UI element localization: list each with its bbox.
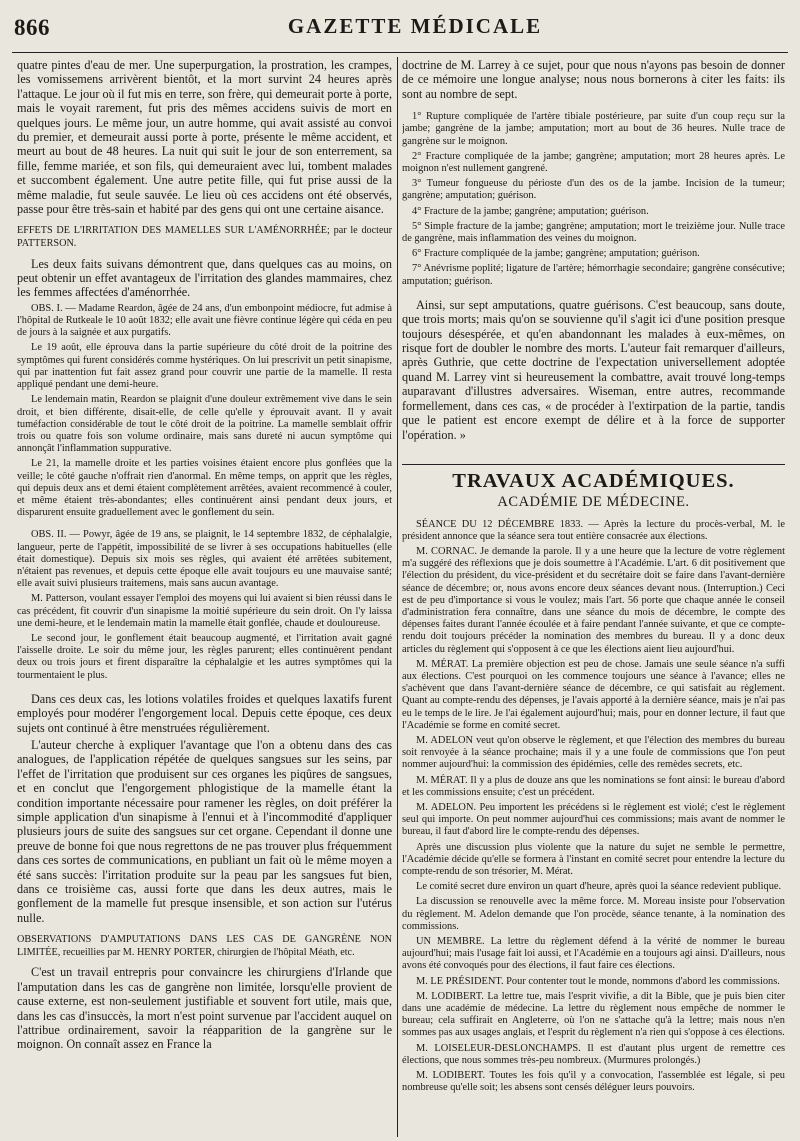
- session-paragraph: M. CORNAC. Je demande la parole. Il y a une heure que la lecture de votre règlement m'a suggéré des réflexions que je dois soumettre à l'Académie. L'art. 6 dit positivement que l'élection du président, du vice-président et du secrétaire doit se faire dans l'avant-dernière séance de décembre; or, nous avons encore deux séances devant nous. (Interruption.) Ceci est de peu d'importance si vous le voulez; mais l'art. 56 porte que chaque année le conseil d'administration fera connaître, dans une séance du mois de décembre, le compte des dépenses faites durant l'année écoulée et à faire pendant l'année suivante, et que ce compte-rendu doit toujours précéder la nomination des membres du bureau. Il y a donc deux articles du règlement qui s'opposent à ce que les élections aient lieu aujourd'hui.: [402, 545, 785, 655]
- session-paragraph: M. MÉRAT. La première objection est peu de chose. Jamais une seule séance n'a suffi aux élections. C'est pourquoi on les commence toujours une séance à l'avance; elles ne s'achèvent que dans l'avant-dernière séance de décembre, ce qui satisfait au règlement. Quant au compte-rendu des dépenses, je l'avais apporté à la dernière séance, mais je n'ai pas eu le temps de le lire. Je l'ai également aujourd'hui; mais, pour en donner lecture, il faut que l'Académie se forme en comité secret.: [402, 658, 785, 731]
- observation-paragraph: Le second jour, le gonflement était beaucoup augmenté, et l'irritation avait gagné l'aisselle droite. Le soir du même jour, les règles parurent; elles continuèrent pendant deux ou trois jours et firent disparaître la céphalalgie et les autres symptômes qui la tourmentaient le plus.: [17, 632, 392, 681]
- journal-title: GAZETTE MÉDICALE: [287, 13, 543, 38]
- list-item: 4° Fracture de la jambe; gangrène; amputation; guérison.: [412, 205, 649, 217]
- session-paragraph: La discussion se renouvelle avec la même force. M. Moreau insiste pour l'observation du règlement. M. Adelon demande que l'on procède, séance tenante, à la nomination des commissions.: [402, 896, 785, 932]
- page-number: 866: [14, 15, 50, 40]
- observation-paragraph: OBS. II. — Powyr, âgée de 19 ans, se plaignit, le 14 septembre 1832, de céphalalgie, langueur, perte de l'appétit, impossibilité de se livrer à ses occupations habituelles (elle était domestique). Depuis six mois ses règles, qui avaient été arrêtées subitement, n'étaient pas revenues, et depuis cette époque elle avait toujours eu une mauvaise santé; elle avait suivi plusieurs traitemens, mais sans aucun avantage.: [17, 529, 392, 590]
- article-title-porter: OBSERVATIONS D'AMPUTATIONS DANS LES CAS DE GANGRÈNE NON LIMITÉE, recueillies par M. HENRY PORTER, chirurgien de l'hôpital Méath, etc.: [17, 934, 392, 958]
- list-item: 2° Fracture compliquée de la jambe; gangrène; amputation; mort 28 heures après. Le moignon n'est nullement gangrené.: [402, 150, 785, 175]
- list-item: 6° Fracture compliquée de la jambe; gangrène; amputation; guérison.: [412, 248, 700, 260]
- left-column: [17, 58, 392, 1137]
- paragraph: Ainsi, sur sept amputations, quatre guérisons. C'est beaucoup, sans doute, que trois morts; mais qu'on se souvienne qu'il s'agit ici d'une position presque toujours désespérée, et qu'en abandonnant les malades à eux-mêmes, on risque fort de doubler le nombre des morts. L'auteur fait remarquer d'ailleurs, après Guthrie, que cette doctrine de l'expectation universellement adoptée quand M. Larrey vint si heureusement la combattre, avait trouvé long-temps auparavant d'illustres adversaires. Wiseman, entre autres, recommande formellement, dans ces cas, « de procéder à l'extirpation de la partie, tandis que le patient est encore exempt de délire et à la force de supporter l'opération. »: [402, 297, 785, 442]
- session-paragraph: M. LODIBERT. La lettre tue, mais l'esprit vivifie, a dit la Bible, que je puis bien citer dans une académie de médecine. La lettre du règlement nous empêche de nommer le bureau; cela suffirait en Angleterre, où l'on ne s'attache qu'à la lettre; mais nous n'en sommes pas aux usages anglais, et l'esprit du règlement n'a rien qui s'oppose à ces élections.: [402, 990, 785, 1039]
- section-rule: [402, 464, 785, 465]
- right-column: [402, 58, 785, 1137]
- session-paragraph: M. LOISELEUR-DESLONCHAMPS. Il est d'autant plus urgent de remettre ces élections, que nous sommes très-peu nombreux. (Murmures prolongés.): [402, 1042, 785, 1066]
- session-paragraph: SÉANCE DU 12 DÉCEMBRE 1833. — Après la lecture du procès-verbal, M. le président annonce que la séance sera tout entière consacrée aux élections.: [402, 518, 785, 542]
- list-item: 5° Simple fracture de la jambe; gangrène; amputation; mort le treizième jour. Nulle trace de gangrène, mais inflammation des veines du moignon.: [402, 220, 785, 245]
- article-title-patterson: EFFETS DE L'IRRITATION DES MAMELLES SUR L'AMÉNORRHÉE; par le docteur PATTERSON.: [17, 225, 392, 250]
- paragraph: C'est un travail entrepris pour convaincre les chirurgiens d'Irlande que l'amputation dans les cas de gangrène non limitée, lorsqu'elle provient de cause externe, est non-seulement justifiable et souvent fort utile, mais que, dans les cas d'insuccès, la mort n'est point survenue par l'accident auquel on l'attribue ordinairement, savoir la réapparition de la gangrène sur le moignon. On connaît assez en France la: [17, 965, 392, 1052]
- column-divider: [397, 57, 398, 1137]
- session-paragraph: M. LODIBERT. Toutes les fois qu'il y a convocation, l'assemblée est légale, si peu nombreuse qu'elle soit; les absens sont censés déléguer leurs pouvoirs.: [402, 1070, 785, 1094]
- session-paragraph: M. LE PRÉSIDENT. Pour contenter tout le monde, nommons d'abord les commissions.: [416, 975, 780, 987]
- paragraph: Dans ces deux cas, les lotions volatiles froides et quelques laxatifs furent employés pour modérer l'engorgement local. Depuis cette époque, ces deux sujets ont continué à être menstruées régulièrement.: [17, 691, 392, 735]
- header-rule: [12, 52, 788, 53]
- session-paragraph: Le comité secret dure environ un quart d'heure, après quoi la séance redevient publique.: [416, 881, 782, 893]
- amputation-case-list: [402, 111, 785, 288]
- session-paragraph: M. ADELON. Peu importent les précédens si le règlement est violé; c'est le règlement seul qui importe. On peut nommer aujourd'hui ces commissions; mais avant de nommer le bureau, il faut d'abord lire le compte-rendu des dépenses.: [402, 801, 785, 838]
- paragraph: Les deux faits suivans démontrent que, dans quelques cas au moins, on peut obtenir un effet avantageux de l'irritation des glandes mammaires, chez les femmes affectées d'aménorrhée.: [17, 256, 392, 300]
- session-paragraph: Après une discussion plus violente que la nature du sujet ne semble le permettre, l'Académie décide qu'elle se formera à l'instant en comité secret pour entendre la lecture du compte-rendu de son trésorier, M. Mérat.: [402, 841, 785, 877]
- paragraph: L'auteur cherche à expliquer l'avantage que l'on a obtenu dans des cas analogues, de l'application répétée de quelques sangsues sur les seins, par l'effet de l'irritation que produisent sur ces organes les piqûres de sangsues, et en conclut que l'engorgement phlogistique de la mamelle étant la condition importante nécessaire pour ramener les règles, on doit préférer la simple application d'un sinapisme à l'ennui et à l'incommodité d'appliquer plusieurs jours de suite des sangsues sur cet organe. Cependant il donne une preuve de bonne foi que nous regrettons de ne pas trouver plus fréquemment dans ces sortes de communications, en publiant un fait où le même moyen a été sans succès: l'irritation produite sur la peau par les sangsues fut bien, dans ce troisième cas, aussi forte que dans les deux autres, mais le gonflement de la mamelle fut presque insensible, et son action sur l'utérus nulle.: [17, 737, 392, 925]
- paragraph: doctrine de M. Larrey à ce sujet, pour que nous n'ayons pas besoin de donner de ce mémoire une longue analyse; nous nous bornerons à citer les faits: ils sont au nombre de sept.: [402, 58, 785, 101]
- observation-paragraph: Le lendemain matin, Reardon se plaignit d'une douleur extrêmement vive dans le sein droit, et bien différente, disait-elle, de celle qu'elle y éprouvait avant. Il y avait tuméfaction considérable de tout le côté droit de la poitrine. La mamelle semblait offrir trois ou quatre fois son volume ordinaire, mais sans dureté ni aucun symptôme qui annonçât l'inflammation suppurative.: [17, 394, 392, 455]
- paragraph: quatre pintes d'eau de mer. Une superpurgation, la prostration, les crampes, les vomissemens arrivèrent bientôt, et la mort survint 24 heures après l'attaque. Le jour où il fut mis en terre, son frère, qui demeurait porte à porte, mais le voyait rarement, fut pris des mêmes accidens suivis de mort en quelques jours. Le même jour, un autre homme, qui avait assisté au convoi du premier, et demeurait aussi porte à porte, présente le même accident, et meurt au bout de 48 heures. La nuit qui suit le jour de son enterrement, sa fille, femme mariée, et son fils, qui demeuraient avec lui, tombent malades et succombent également. Une autre petite fille, qui fut prise aussi de la même maladie, fut seule sauvée. Le lieu où ces accidens ont été observés, passe pour être très-sain et habité par des gens qui ont une certaine aisance.: [17, 58, 392, 217]
- observation-paragraph: Le 19 août, elle éprouva dans la partie supérieure du côté droit de la poitrine des symptômes qui furent considérés comme hystériques. On lui prescrivit un petit sinapisme, qui par inattention fut fait assez grand pour couvrir une partie de la mamelle. Il resta appliqué pendant une demi-heure.: [17, 342, 392, 391]
- page-header: [0, 0, 800, 52]
- list-item: 7° Anévrisme poplité; ligature de l'artère; hémorrhagie secondaire; gangrène consécutive; amputation; guérison.: [402, 263, 785, 287]
- observation-paragraph: M. Patterson, voulant essayer l'emploi des moyens qui lui avaient si bien réussi dans le cas précédent, fit couvrir d'un sinapisme la moitié supérieure du sein droit. On l'y laissa une demi-heure, et le lendemain matin la mamelle était gonflée, chaude et douloureuse.: [17, 593, 392, 629]
- list-item: 3° Tumeur fongueuse du périoste d'un des os de la jambe. Incision de la tumeur; gangrène; amputation; guérison.: [402, 178, 785, 202]
- section-subtitle: ACADÉMIE DE MÉDECINE.: [497, 494, 690, 511]
- observation-paragraph: Le 21, la mamelle droite et les parties voisines étaient encore plus gonflées que la veille; le côté gauche n'offrait rien d'anormal. En même temps, on apprit que les règles, qui depuis deux ans et demi étaient complètement arrêtées, avaient recommencé à couler, et même étaient très-abondantes; elles continuèrent ainsi pendant deux jours, et disparurent ensuite graduellement avec le gonflement du sein.: [17, 458, 392, 519]
- observation-paragraph: OBS. I. — Madame Reardon, âgée de 24 ans, d'un embonpoint médiocre, fut admise à l'hôpital de Rutkeale le 10 août 1832; elle avait une fièvre continue légère qui céda en peu de jours à la saignée et aux purgatifs.: [17, 302, 392, 339]
- session-paragraph: M. MÉRAT. Il y a plus de douze ans que les nominations se font ainsi: le bureau d'abord et les commissions ensuite; c'est un précédent.: [402, 774, 785, 798]
- section-title: TRAVAUX ACADÉMIQUES.: [452, 469, 735, 492]
- session-paragraph: UN MEMBRE. La lettre du règlement défend à la vérité de nommer le bureau aujourd'hui; mais l'usage fait loi aussi, et l'Académie en a toujours agi ainsi. D'ailleurs, nous avons été convoqués pour des élections, il faut faire ces élections.: [402, 936, 785, 972]
- list-item: 1° Rupture compliquée de l'artère tibiale postérieure, par suite d'un coup reçu sur la jambe; gangrène de la jambe; amputation; mort au bout de 36 heures. Nulle trace de gangrène sur le moignon.: [402, 111, 785, 147]
- session-paragraph: M. ADELON veut qu'on observe le règlement, et que l'élection des membres du bureau soit renvoyée à la séance prochaine; mais il y a une foule de commissions que l'on peut nommer aujourd'hui: la commission des épidémies, celle des remèdes secrets, etc.: [402, 734, 785, 771]
